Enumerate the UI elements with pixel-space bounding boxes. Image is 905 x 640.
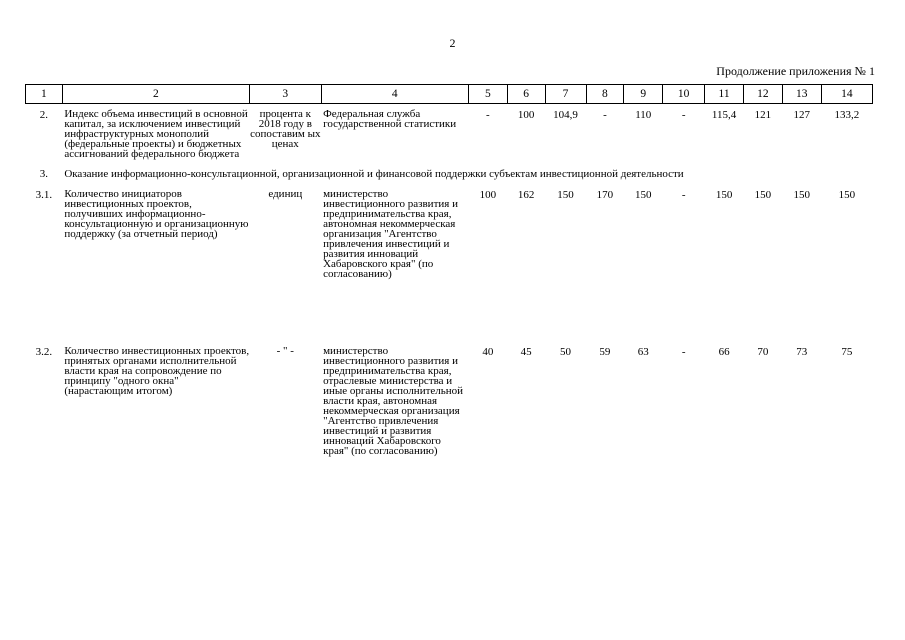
col-header: 8 — [586, 85, 624, 104]
indicator-name: Количество инвестиционных проектов, принятых органами исполнительной власти края на сопровождение по принципу "одного окна" (нарастающим итогом) — [64, 345, 250, 397]
value-cell: 162 — [517, 189, 535, 201]
col-header: 4 — [321, 85, 468, 104]
row-number: 2. — [39, 109, 49, 121]
value-cell: 100 — [517, 109, 535, 121]
col-header: 1 — [26, 85, 63, 104]
header-row — [26, 85, 873, 104]
value-cell: 75 — [841, 346, 853, 358]
value-cell: 150 — [635, 189, 652, 201]
value-cell: 63 — [637, 346, 649, 358]
col-header: 2 — [62, 85, 249, 104]
value-cell: 121 — [754, 109, 772, 121]
col-header: 3 — [250, 85, 322, 104]
value-cell: 127 — [793, 109, 811, 121]
value-cell: 150 — [793, 189, 811, 201]
value-cell: 45 — [520, 346, 532, 358]
value-cell: - — [603, 109, 607, 121]
value-cell: 59 — [599, 346, 611, 358]
value-cell: 133,2 — [834, 109, 860, 121]
value-cell: - — [681, 189, 686, 201]
col-header: 5 — [468, 85, 507, 104]
value-cell: 70 — [757, 346, 769, 358]
continuation-label: Продолжение приложения № 1 — [716, 64, 875, 78]
col-header: 10 — [663, 85, 705, 104]
table-row — [26, 109, 873, 159]
value-cell: 110 — [635, 109, 652, 121]
col-header: 7 — [545, 85, 586, 104]
row-number: 3.2. — [35, 346, 53, 358]
col-header: 6 — [507, 85, 545, 104]
col-header: 9 — [624, 85, 663, 104]
value-cell: - — [681, 346, 686, 358]
value-cell: 170 — [596, 189, 614, 201]
table-row — [26, 189, 873, 346]
section-title: Оказание информационно-консультационной, организационной и финансовой поддержки субъектам инвестиционной деятельности — [64, 168, 684, 180]
value-cell: 100 — [479, 189, 497, 201]
value-cell: 104,9 — [553, 109, 578, 121]
value-cell: - — [485, 109, 490, 121]
value-cell: 66 — [718, 346, 730, 358]
value-cell: 50 — [560, 346, 572, 358]
value-cell: 150 — [557, 189, 574, 201]
row-number: 3.1. — [35, 189, 53, 201]
section-number: 3. — [39, 168, 49, 180]
col-header: 12 — [744, 85, 783, 104]
page-number: 2 — [449, 36, 456, 50]
data-source: Федеральная служба государственной статистики — [323, 108, 457, 130]
value-cell: 150 — [754, 189, 772, 201]
indicator-name: Количество инициаторов инвестиционных проектов, получивших информационно-консультационную и организационную поддержку (за отчетный период) — [64, 188, 249, 240]
value-cell: 150 — [715, 189, 733, 201]
table-row — [26, 346, 873, 456]
value-cell: 150 — [838, 189, 856, 201]
data-source: министерство инвестиционного развития и предпринимательства края, автономная некоммерческая организация "Агентство привлечения инвестиций и развития инноваций Хабаровского края" (по согласованию) — [323, 188, 458, 280]
indicators-table — [25, 84, 873, 456]
data-source: министерство инвестиционного развития и предпринимательства края, отраслевые министерства и иные органы исполнительной власти края, автономная некоммерческая организация "Агентство привлечения инвестиций и развития инноваций Хабаровского края" (по согласованию) — [323, 345, 464, 457]
unit: единиц — [268, 188, 303, 200]
value-cell: 73 — [796, 346, 808, 358]
unit: - " - — [276, 345, 294, 357]
value-cell: 40 — [482, 346, 494, 358]
col-header: 13 — [782, 85, 821, 104]
indicator-name: Индекс объема инвестиций в основной капитал, за исключением инвестиций инфраструктурных монополий (федеральные проекты) и бюджетных ассигнований федерального бюджета — [64, 108, 248, 160]
value-cell: 115,4 — [711, 109, 737, 121]
col-header: 14 — [821, 85, 872, 104]
value-cell: - — [681, 109, 686, 121]
section-row — [26, 159, 873, 189]
col-header: 11 — [705, 85, 744, 104]
unit: процента к 2018 году в сопоставим ых ценах — [250, 108, 321, 150]
